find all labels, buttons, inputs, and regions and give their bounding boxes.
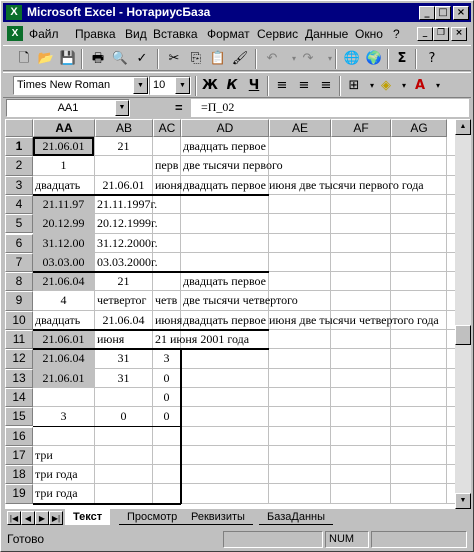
- cell[interactable]: 31.12.2000г.: [97, 235, 158, 250]
- status-bar: [3, 529, 471, 549]
- undo-dropdown-icon[interactable]: ▾: [291, 54, 296, 63]
- spelling-icon[interactable]: ✓: [136, 51, 148, 66]
- font-color-dropdown-icon[interactable]: ▾: [435, 81, 440, 90]
- cell[interactable]: 0: [120, 409, 127, 424]
- num-lock-indicator: NUM: [325, 531, 369, 548]
- font-dropdown-icon[interactable]: ▼: [133, 77, 148, 94]
- row-header[interactable]: 16: [5, 427, 33, 446]
- bold-button[interactable]: Ж: [202, 78, 218, 93]
- cell[interactable]: двадцать первое июня две тысячи четвертого года: [183, 312, 439, 327]
- first-sheet-icon[interactable]: |◀: [7, 511, 21, 525]
- font-name-select[interactable]: [13, 76, 149, 95]
- doc-minimize-button[interactable]: _: [417, 27, 433, 41]
- cell[interactable]: июня: [97, 332, 125, 346]
- status-text: Готово: [7, 532, 45, 546]
- cell[interactable]: 4: [60, 293, 67, 308]
- cell[interactable]: двадцать первое июня две тысячи первого года: [183, 177, 424, 192]
- cell[interactable]: 21.06.04: [33, 349, 94, 368]
- office-assistant-icon[interactable]: ?: [428, 51, 436, 66]
- underline-button[interactable]: Ч: [248, 78, 260, 93]
- cell-border: [33, 194, 269, 196]
- cell[interactable]: 21: [117, 139, 130, 153]
- close-button[interactable]: ×: [453, 6, 469, 20]
- cell[interactable]: три: [35, 447, 53, 462]
- sheet-tab-requisites[interactable]: Реквизиты: [183, 509, 253, 525]
- title-bar: [3, 3, 471, 22]
- toolbar-separator: [267, 76, 269, 96]
- status-panel: [223, 531, 323, 548]
- scroll-thumb[interactable]: [455, 325, 471, 345]
- cell[interactable]: двадцать первое: [183, 139, 267, 153]
- borders-dropdown-icon[interactable]: ▾: [369, 81, 374, 90]
- minimize-button[interactable]: _: [419, 6, 435, 20]
- redo-icon[interactable]: ↷: [302, 51, 314, 66]
- row-header[interactable]: 7: [5, 253, 33, 272]
- cell[interactable]: 0: [163, 370, 170, 385]
- row-header[interactable]: 2: [5, 156, 33, 175]
- standard-toolbar: [3, 45, 471, 71]
- document-icon[interactable]: X: [7, 26, 23, 41]
- sheet-tab-text[interactable]: Текст: [65, 509, 110, 525]
- toolbar-separator: [81, 49, 83, 69]
- scroll-up-icon[interactable]: ▲: [455, 119, 471, 135]
- menu-tools[interactable]: Сервис: [257, 27, 299, 41]
- row-header[interactable]: 13: [5, 369, 33, 388]
- cell[interactable]: 20.12.99: [33, 214, 94, 233]
- excel-app-icon[interactable]: X: [6, 5, 22, 20]
- cell[interactable]: 31.12.00: [33, 234, 94, 253]
- font-size-select[interactable]: [149, 76, 191, 95]
- scroll-down-icon[interactable]: ▼: [455, 493, 471, 509]
- menu-edit[interactable]: Правка: [75, 27, 116, 41]
- row-header[interactable]: 11: [5, 330, 33, 349]
- row-header[interactable]: 3: [5, 176, 33, 195]
- row-header[interactable]: 8: [5, 272, 33, 291]
- row-header[interactable]: 12: [5, 349, 33, 368]
- maximize-button[interactable]: □: [435, 6, 451, 20]
- cell[interactable]: 21 июня 2001 года: [155, 332, 250, 346]
- save-icon[interactable]: 💾: [59, 51, 77, 66]
- column-header[interactable]: AF: [331, 119, 391, 137]
- cell[interactable]: четвертог: [97, 293, 147, 308]
- cell[interactable]: четв: [155, 293, 178, 308]
- sheet-tab-database[interactable]: БазаДанны: [259, 509, 333, 525]
- menu-help[interactable]: ?: [393, 27, 400, 41]
- undo-icon[interactable]: ↶: [266, 51, 278, 66]
- print-preview-icon[interactable]: 🔍: [111, 51, 129, 66]
- align-right-icon[interactable]: ≡: [320, 78, 332, 93]
- column-header[interactable]: AA: [33, 119, 95, 137]
- cell[interactable]: 21.06.01: [102, 177, 145, 192]
- menu-window[interactable]: Окно: [355, 27, 383, 41]
- fill-color-icon[interactable]: ◈: [381, 78, 391, 93]
- toolbar-separator: [195, 76, 197, 96]
- row-header[interactable]: 18: [5, 465, 33, 484]
- menu-view[interactable]: Вид: [125, 27, 147, 41]
- cell[interactable]: 3: [60, 409, 67, 424]
- cell[interactable]: 0: [163, 389, 170, 404]
- row-header[interactable]: 6: [5, 234, 33, 253]
- cell[interactable]: 03.03.00: [33, 253, 94, 272]
- toolbar-separator: [335, 49, 337, 69]
- cell-border: [33, 329, 269, 331]
- cell-border: [33, 503, 181, 505]
- column-header[interactable]: AE: [269, 119, 331, 137]
- copy-icon[interactable]: ⎘: [190, 51, 202, 66]
- cell[interactable]: июня: [155, 312, 183, 327]
- sheet-tab-preview[interactable]: Просмотр: [119, 509, 185, 525]
- cell[interactable]: 21.06.04: [33, 272, 94, 291]
- cell[interactable]: двадцать: [35, 177, 81, 192]
- doc-close-button[interactable]: ×: [451, 27, 467, 41]
- insert-hyperlink-icon[interactable]: 🌐: [343, 51, 361, 66]
- cell[interactable]: 31: [117, 351, 130, 366]
- menu-file[interactable]: Файл: [29, 27, 59, 41]
- autosum-icon[interactable]: Σ: [397, 51, 407, 66]
- web-toolbar-icon[interactable]: 🌍: [365, 51, 383, 66]
- name-box-dropdown-icon[interactable]: ▼: [115, 100, 129, 116]
- row-header[interactable]: 10: [5, 311, 33, 330]
- column-header[interactable]: AG: [391, 119, 447, 137]
- cell[interactable]: 03.03.2000г.: [97, 254, 158, 269]
- print-icon[interactable]: 🖶: [91, 51, 105, 66]
- menu-format[interactable]: Формат: [207, 27, 250, 41]
- font-size-dropdown-icon[interactable]: ▼: [175, 77, 190, 94]
- column-header[interactable]: AC: [153, 119, 181, 137]
- cell[interactable]: 3: [163, 351, 170, 366]
- format-painter-icon[interactable]: 🖌: [231, 51, 249, 66]
- select-all-corner[interactable]: [5, 119, 33, 137]
- cell[interactable]: перв: [155, 158, 179, 173]
- column-header[interactable]: AB: [95, 119, 153, 137]
- row-header[interactable]: 14: [5, 388, 33, 407]
- font-color-icon[interactable]: A: [414, 78, 426, 93]
- column-header[interactable]: AD: [181, 119, 269, 137]
- cell[interactable]: 21.11.1997г.: [97, 196, 158, 211]
- cell[interactable]: две тысячи первого: [183, 158, 283, 173]
- cell-border: [33, 348, 269, 350]
- spreadsheet-grid[interactable]: [5, 119, 455, 509]
- font-name-value: Times New Roman: [17, 79, 111, 91]
- cell[interactable]: 21.06.01: [33, 369, 94, 388]
- borders-icon[interactable]: ⊞: [348, 78, 360, 93]
- cell[interactable]: 31: [117, 370, 130, 385]
- paste-icon[interactable]: 📋: [209, 51, 227, 66]
- cell[interactable]: июня: [155, 177, 183, 192]
- menu-insert[interactable]: Вставка: [153, 27, 198, 41]
- cell[interactable]: 21.06.04: [102, 312, 145, 327]
- cell[interactable]: две тысячи четвертого: [183, 293, 298, 308]
- toolbar-separator: [387, 49, 389, 69]
- cell[interactable]: 21.11.97: [33, 195, 94, 214]
- formula-equals-button[interactable]: =: [175, 100, 183, 115]
- sheet-tabs-bar: [3, 509, 471, 527]
- row-header[interactable]: 5: [5, 214, 33, 233]
- new-icon[interactable]: 🗋: [18, 51, 30, 66]
- gridline: [33, 483, 467, 484]
- font-size-value: 10: [153, 79, 166, 91]
- fill-color-dropdown-icon[interactable]: ▾: [401, 81, 406, 90]
- cell-border: [33, 426, 181, 427]
- formula-input[interactable]: =П_02: [191, 99, 469, 117]
- cell[interactable]: 0: [163, 409, 170, 424]
- vertical-scrollbar[interactable]: [455, 119, 471, 509]
- cell[interactable]: 21.06.01: [33, 330, 94, 349]
- row-header[interactable]: 15: [5, 407, 33, 426]
- toolbar-separator: [415, 49, 417, 69]
- name-box[interactable]: [6, 99, 130, 117]
- menu-data[interactable]: Данные: [305, 27, 349, 41]
- last-sheet-icon[interactable]: ▶|: [49, 511, 63, 525]
- align-left-icon[interactable]: ≡: [276, 78, 288, 93]
- cell[interactable]: 20.12.1999г.: [97, 216, 158, 231]
- row-header[interactable]: 17: [5, 446, 33, 465]
- toolbar-separator: [255, 49, 257, 69]
- status-panel: [371, 531, 467, 548]
- window-title: Microsoft Excel - НотариусБаза: [27, 5, 211, 19]
- formatting-toolbar: [3, 72, 471, 98]
- menu-bar: [3, 24, 471, 44]
- cell[interactable]: 1: [60, 158, 67, 173]
- name-box-value: AA1: [57, 102, 79, 114]
- cell[interactable]: три года: [35, 467, 78, 482]
- redo-dropdown-icon[interactable]: ▾: [327, 54, 332, 63]
- prev-sheet-icon[interactable]: ◀: [21, 511, 35, 525]
- toolbar-separator: [339, 76, 341, 96]
- align-center-icon[interactable]: ≡: [298, 78, 310, 93]
- cell[interactable]: 21: [117, 274, 130, 289]
- row-header[interactable]: 9: [5, 291, 33, 310]
- formula-bar: [3, 97, 471, 119]
- row-header[interactable]: 4: [5, 195, 33, 214]
- toolbar-separator: [157, 49, 159, 69]
- cell[interactable]: 21.06.01: [33, 137, 94, 156]
- gridline: [33, 445, 467, 446]
- cell[interactable]: три года: [35, 486, 78, 501]
- gridline: [33, 464, 467, 465]
- open-icon[interactable]: 📂: [37, 51, 55, 66]
- row-header[interactable]: 19: [5, 484, 33, 503]
- cell[interactable]: двадцать первое: [183, 274, 267, 289]
- italic-button[interactable]: К: [226, 78, 238, 93]
- cell[interactable]: двадцать: [35, 312, 81, 327]
- doc-restore-button[interactable]: ❐: [433, 27, 449, 41]
- next-sheet-icon[interactable]: ▶: [35, 511, 49, 525]
- row-header[interactable]: 1: [5, 137, 33, 156]
- cell-border: [33, 271, 269, 273]
- cut-icon[interactable]: ✂: [168, 51, 180, 66]
